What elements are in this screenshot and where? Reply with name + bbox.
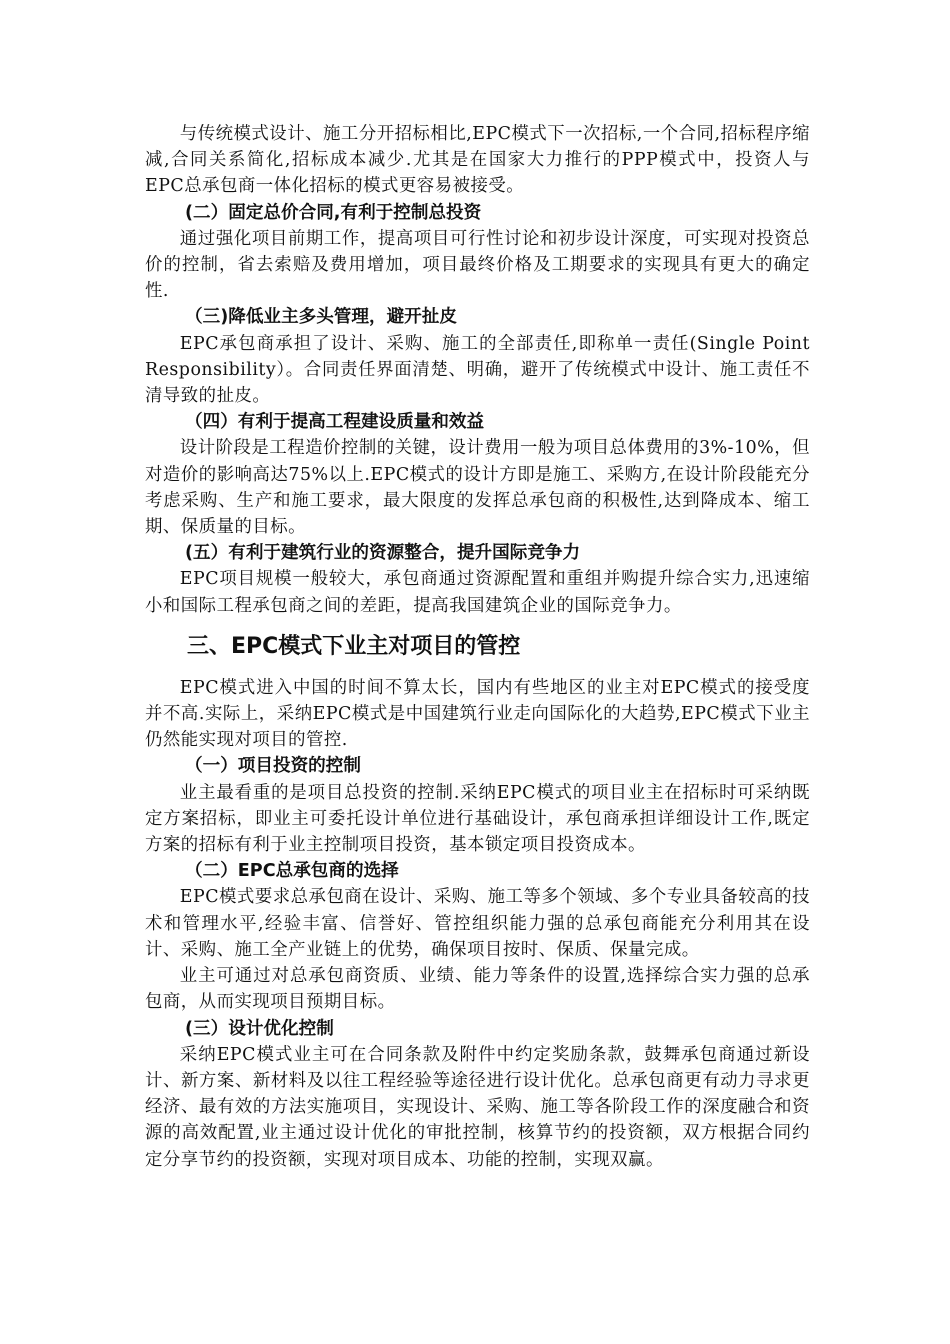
paragraph: 业主可通过对总承包商资质、业绩、能力等条件的设置,选择综合实力强的总承包商，从而实现项目预期目标。	[145, 966, 810, 1013]
subheading: (五）有利于建筑行业的资源整合，提升国际竞争力	[185, 543, 581, 564]
paragraph: EPC模式要求总承包商在设计、采购、施工等多个领域、多个专业具备较高的技术和管理水平,经验丰富、信誉好、管控组织能力强的总承包商能充分利用其在设计、采购、施工全产业链上的优势，确保项目按时、保质、保量完成。	[145, 887, 810, 960]
subheading: （一）项目投资的控制	[185, 756, 361, 777]
paragraph: EPC模式进入中国的时间不算太长，国内有些地区的业主对EPC模式的接受度并不高.实际上，采纳EPC模式是中国建筑行业走向国际化的大趋势,EPC模式下业主仍然能实现对项目的管控.	[145, 677, 810, 751]
paragraph: 采纳EPC模式业主可在合同条款及附件中约定奖励条款，鼓舞承包商通过新设计、新方案、新材料及以往工程经验等途径进行设计优化。总承包商更有动力寻求更经济、最有效的方法实施项目，实现设计、采购、施工等各阶段工作的深度融合和资源的高效配置,业主通过设计优化的审批控制，核算节约的投资额，双方根据合同约定分享节约的投资额，实现对项目成本、功能的控制，实现双赢。	[145, 1044, 810, 1170]
paragraph: 与传统模式设计、施工分开招标相比,EPC模式下一次招标,一个合同,招标程序缩减,合同关系简化,招标成本减少.尤其是在国家大力推行的PPP模式中，投资人与EPC总承包商一体化招标的模式更容易被接受。	[145, 124, 810, 197]
document-body	[145, 121, 810, 1173]
subheading: （三)降低业主多头管理，避开扯皮	[185, 307, 457, 328]
paragraph: 业主最看重的是项目总投资的控制.采纳EPC模式的项目业主在招标时可采纳既定方案招标，即业主可委托设计单位进行基础设计，承包商承担详细设计工作,既定方案的招标有利于业主控制项目投资，基本锁定项目投资成本。	[145, 782, 810, 856]
paragraph: EPC承包商承担了设计、采购、施工的全部责任,即称单一责任(Single Point Responsibility）。合同责任界面清楚、明确，避开了传统模式中设计、施工责任不清导致的扯皮。	[145, 333, 810, 407]
subheading: (二）固定总价合同,有利于控制总投资	[185, 202, 482, 223]
subheading: （四）有利于提高工程建设质量和效益	[185, 412, 485, 433]
subheading: （二）EPC总承包商的选择	[185, 861, 399, 882]
section-heading: 三、EPC模式下业主对项目的管控	[187, 633, 521, 659]
paragraph: 通过强化项目前期工作，提高项目可行性讨论和初步设计深度，可实现对投资总价的控制，省去索赔及费用增加，项目最终价格及工期要求的实现具有更大的确定性.	[145, 228, 810, 302]
paragraph: 设计阶段是工程造价控制的关键，设计费用一般为项目总体费用的3%-10%，但对造价的影响高达75%以上.EPC模式的设计方即是施工、采购方,在设计阶段能充分考虑采购、生产和施工要求，最大限度的发挥总承包商的积极性,达到降成本、缩工期、保质量的目标。	[145, 438, 810, 538]
paragraph: EPC项目规模一般较大，承包商通过资源配置和重组并购提升综合实力,迅速缩小和国际工程承包商之间的差距，提高我国建筑企业的国际竞争力。	[145, 569, 810, 616]
subheading: (三）设计优化控制	[185, 1018, 334, 1039]
